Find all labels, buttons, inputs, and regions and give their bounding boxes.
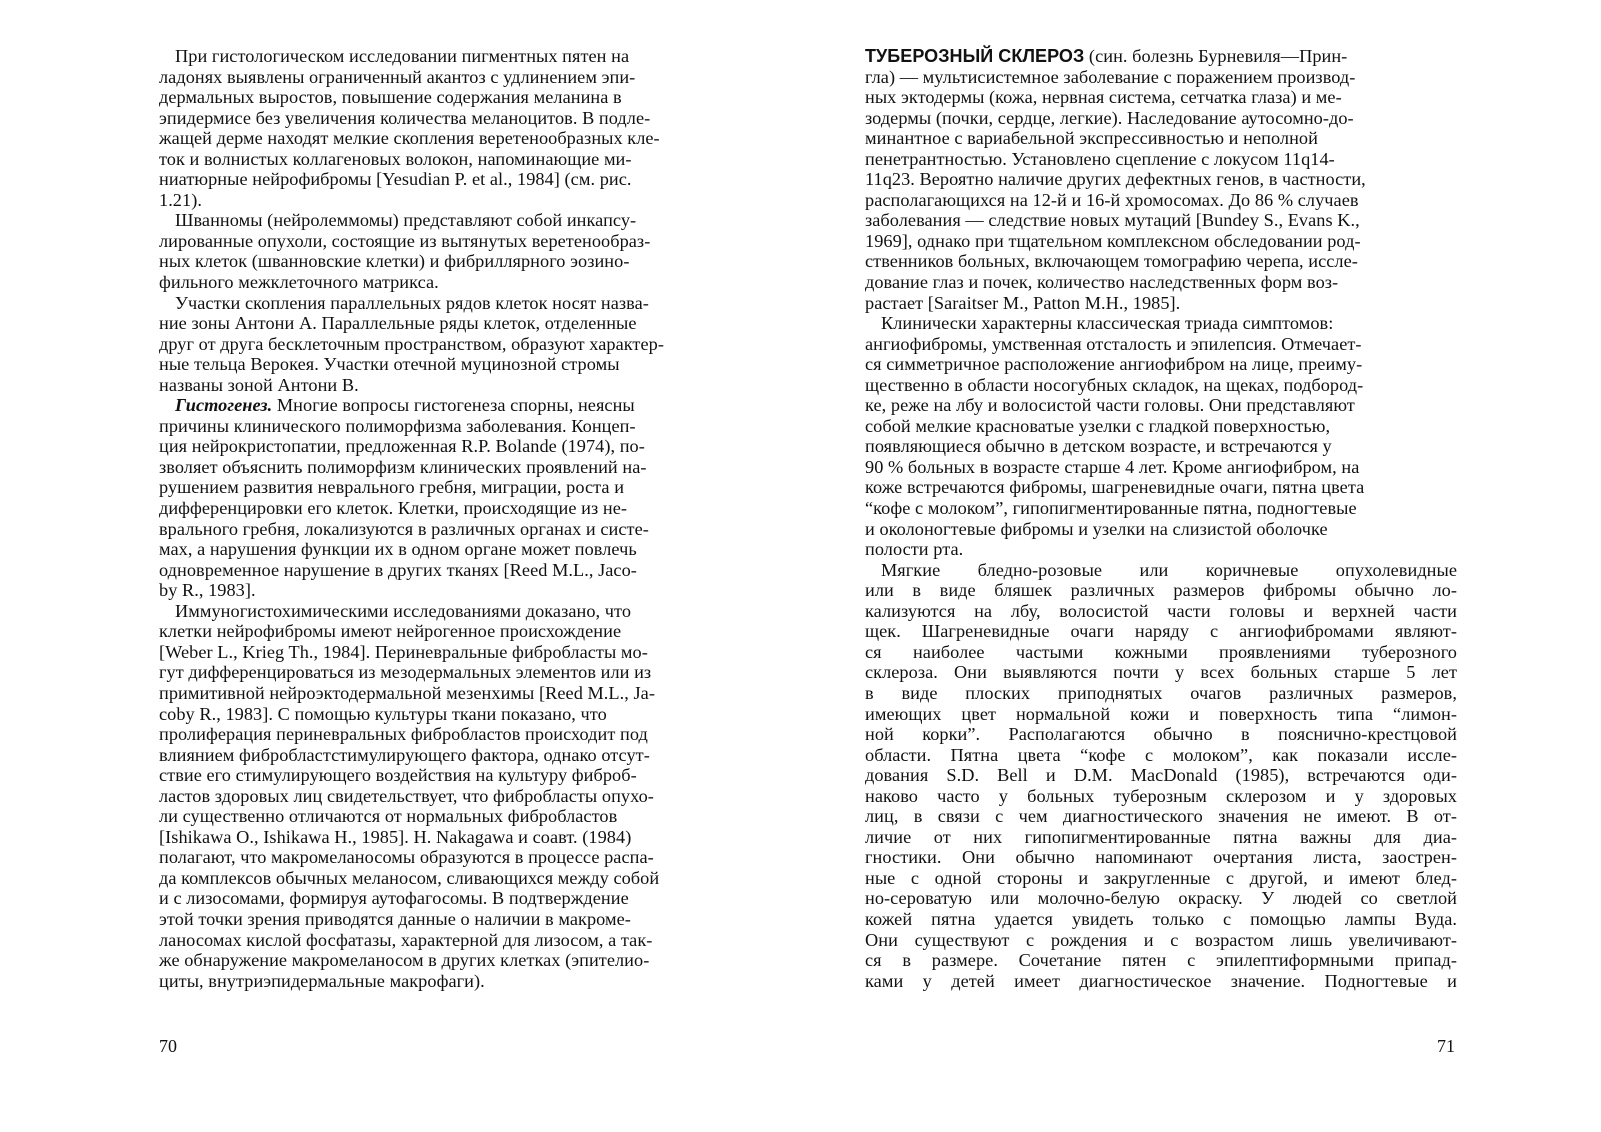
- section-intro-text: (син. болезнь Бурневиля—Прин- гла) — мультисистемное заболевание с поражением производ- ных эктодермы (кожа, нервная система, сетчатка глаза) и ме- зодермы (почки, сердце, легкие). Наследование аутосомно-до- минантное с вариабельной экспрессивностью и неполной пенетрантностью. Установлено сцепление с локусом 11q14- 11q23. Вероятно наличие других дефектных генов, в частности, располагающихся на 12-й и 16-й хромосомах. До 86 % случаев заболевания — следствие новых мутаций [Bundey S., Evans K., 1969], однако при тщательном комплексном обследовании род- ственников больных, включающем томографию черепа, иссле- дование глаз и почек, количество наследственных форм воз- растает [Saraitser M., Patton M.H., 1985].: [865, 46, 1366, 313]
- left-paragraph-1: При гистологическом исследовании пигментных пятен на ладонях выявлены ограниченный акантоз с удлинением эпи- дермальных выростов, повышение содержания меланина в эпидермисе без увеличения количества меланоцитов. В подле- жащей дерме находят мелкие скопления веретенообразных кле- ток и волнистых коллагеновых волокон, напоминающие ми- ниатюрные нейрофибромы [Yesudian P. et al., 1984] (см. рис. 1.21).: [159, 46, 660, 210]
- right-paragraph-3: Мягкие бледно-розовые или коричневые опухолевидные или в виде бляшек различных размеров фибромы обычно ло- кализуются на лбу, волосистой части головы и верхней части щек. Шагреневидные очаги наряду с ангиофибромами являют- ся наиболее частыми кожными проявлениями туберозного склероза. Они выявляются почти у всех больных старше 5 лет в виде плоских приподнятых очагов различных размеров, имеющих цвет нормальной кожи и поверхность типа “лимон- ной корки”. Располагаются обычно в пояснично-крестцовой области. Пятна цвета “кофе с молоком”, как показали иссле- дования S.D. Bell и D.M. MacDonald (1985), встречаются оди- наково часто у больных туберозным склерозом и у здоровых лиц, в связи с чем диагностического значения не имеют. В от- личие от них гипопигментированные пятна важны для диа- гностики. Они обычно напоминают очертания листа, заострен- ные с одной стороны и закругленные с другой, и имеют блед- но-сероватую или молочно-белую окраску. У людей со светлой кожей пятна удается увидеть только с помощью лампы Вуда. Они существуют с рождения и с возрастом лишь увеличивают- ся в размере. Сочетание пятен с эпилептиформными припад- ками у детей имеет диагностическое значение. Подногтевые и: [865, 559, 1457, 991]
- section-heading: ТУБЕРОЗНЫЙ СКЛЕРОЗ: [865, 46, 1085, 66]
- right-paragraph-1: [865, 46, 1457, 313]
- left-paragraph-5: Иммуногистохимическими исследованиями доказано, что клетки нейрофибромы имеют нейрогенное происхождение [Weber L., Krieg Th., 1984]. Периневральные фибробласты мо- гут дифференцироваться из мезодермальных элементов или из примитивной нейроэктодермальной мезенхимы [Reed M.L., Ja- coby R., 1983]. С помощью культуры ткани показано, что пролиферация периневральных фибробластов происходит под влиянием фибробластстимулирующего фактора, однако отсут- ствие его стимулирующего воздействия на культуру фиброб- ластов здоровых лиц свидетельствует, что фибробласты опухо- ли существенно отличаются от нормальных фибробластов [Ishikawa O., Ishikawa H., 1985]. H. Nakagawa и соавт. (1984) полагают, что макромеланосомы образуются в процессе распа- да комплексов обычных меланосом, сливающихся между собой и с лизосомами, формируя аутофагосомы. В подтверждение этой точки зрения приводятся данные о наличии в макроме- ланосомах кислой фосфатазы, характерной для лизосом, а так- же обнаружение макромеланосом в других клетках (эпителио- циты, внутриэпидермальные макрофаги).: [159, 600, 660, 991]
- page-number-right: 71: [1437, 1036, 1455, 1056]
- left-paragraph-3: Участки скопления параллельных рядов клеток носят назва- ние зоны Антони А. Параллельные ряды клеток, отделенные друг от друга бесклеточным пространством, образуют характер- ные тельца Верокея. Участки отечной муцинозной стромы названы зоной Антони В.: [159, 292, 664, 395]
- right-page: [865, 46, 1457, 991]
- page-number-left: 70: [159, 1036, 177, 1056]
- right-paragraph-2: Клинически характерны классическая триада симптомов: ангиофибромы, умственная отсталость и эпилепсия. Отмечает- ся симметричное расположение ангиофибром на лице, преиму- щественно в области носогубных складок, на щеках, подбород- ке, реже на лбу и волосистой части головы. Они представляют собой мелкие красноватые узелки с гладкой поверхностью, появляющиеся обычно в детском возрасте, и встречаются у 90 % больных в возрасте старше 4 лет. Кроме ангиофибром, на коже встречаются фибромы, шагреневидные очаги, пятна цвета “кофе с молоком”, гипопигментированные пятна, подногтевые и околоногтевые фибромы и узелки на слизистой оболочке полости рта.: [865, 313, 1365, 560]
- left-paragraph-histogenesis: [159, 395, 751, 600]
- histogenesis-text: Многие вопросы гистогенеза спорны, неясны причины клинического полиморфизма заболевания. Концеп- ция нейрокристопатии, предложенная R.P. Bolande (1974), по- зволяет объяснить полиморфизм клинических проявлений на- рушением развития неврального гребня, миграции, роста и дифференцировки его клеток. Клетки, происходящие из не- врального гребня, локализуются в различных органах и систе- мах, а нарушения функции их в одном органе может повлечь одновременное нарушение в других тканях [Reed M.L., Jaco- by R., 1983].: [159, 395, 649, 601]
- histogenesis-lead-in: Гистогенез.: [175, 395, 273, 416]
- left-page: [159, 46, 751, 991]
- left-paragraph-2: Шванномы (нейролеммомы) представляют собой инкапсу- лированные опухоли, состоящие из вытянутых веретенообраз- ных клеток (шванновские клетки) и фибриллярного эозино- фильного межклеточного матрикса.: [159, 210, 651, 293]
